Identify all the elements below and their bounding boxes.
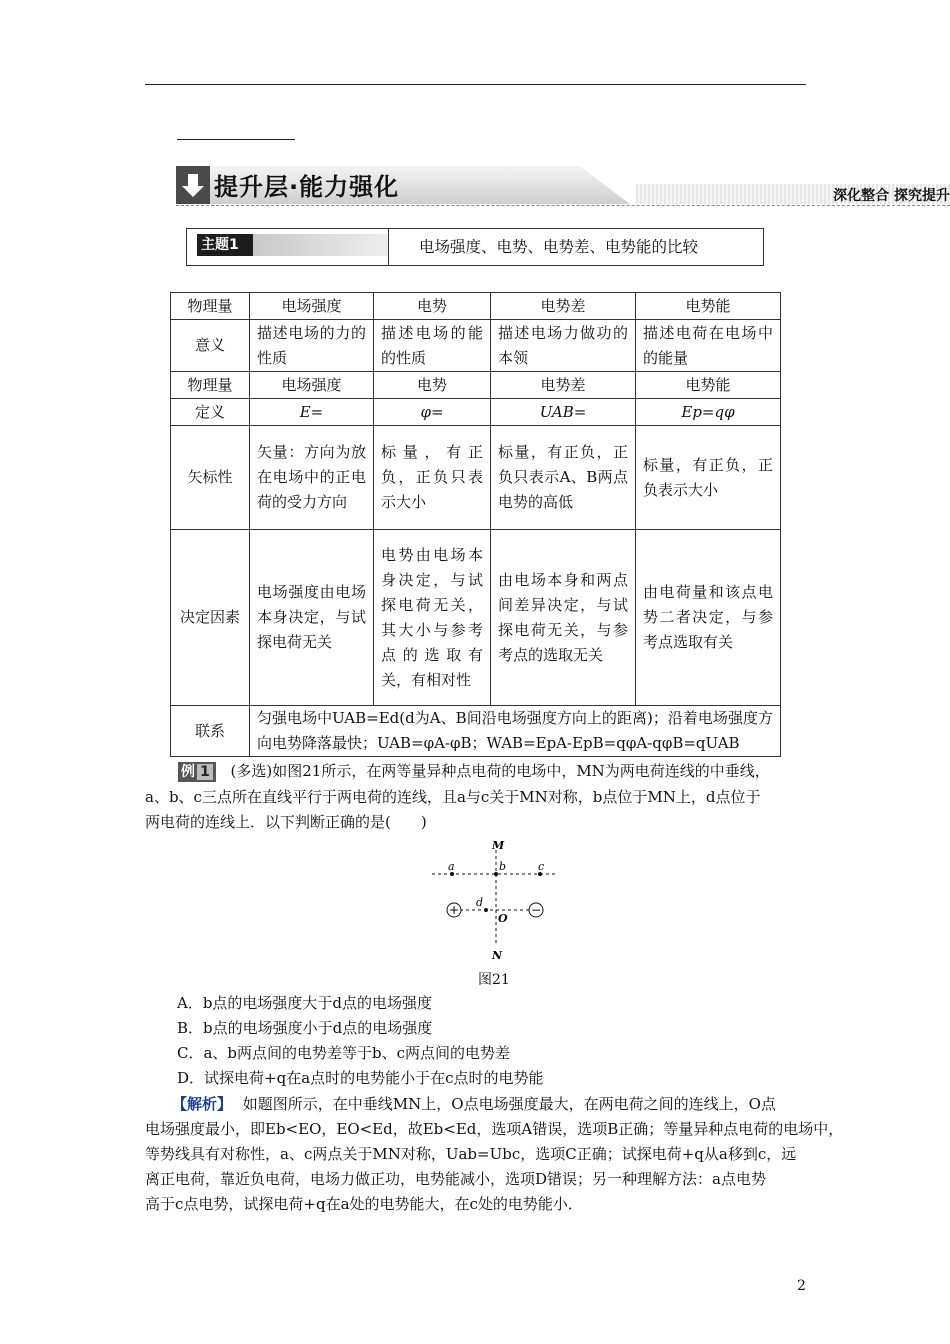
table-cell: 决定因素 [171, 530, 250, 706]
analysis-label: 【解析】 [172, 1095, 233, 1113]
table-cell: φ= [374, 399, 491, 426]
table-cell: 电场强度 [250, 372, 374, 399]
down-arrow-icon [176, 166, 210, 204]
table-cell: 物理量 [171, 293, 250, 320]
table-row [171, 426, 781, 530]
banner-title: 提升层·能力强化 [214, 173, 400, 201]
figure-21 [430, 838, 560, 963]
analysis-line-3: 等势线具有对称性，a、c两点关于MN对称，Uab=Ubc，选项C正确；试探电荷+q从a移到c，远 [145, 1145, 797, 1163]
topic-divider [388, 229, 389, 265]
table-cell: 由电荷量和该点电势二者决定，与参考点选取有关 [636, 530, 781, 706]
table-row [171, 706, 781, 757]
table-cell: 电场强度 [250, 293, 374, 320]
table-cell: 由电场本身和两点间差异决定，与试探电荷无关，与参考点的选取无关 [491, 530, 636, 706]
table-cell: 电势能 [636, 372, 781, 399]
table-cell: 电势 [374, 293, 491, 320]
banner-subtitle: 深化整合 探究提升 [833, 188, 950, 204]
table-row [171, 372, 781, 399]
section-banner [176, 166, 950, 208]
topic-box [186, 228, 764, 266]
option-a: A．b点的电场强度大于d点的电场强度 [177, 994, 433, 1012]
table-row [171, 320, 781, 372]
topic-label: 主题1 [197, 234, 253, 256]
section-rule [177, 139, 295, 140]
table-row [171, 530, 781, 706]
label-O: O [498, 912, 508, 925]
label-M: M [492, 839, 505, 852]
option-c: C．a、b两点间的电势差等于b、c两点间的电势差 [177, 1044, 511, 1062]
page-number: 2 [797, 1278, 806, 1294]
analysis-line-5: 高于c点电势，试探电荷+q在a处的电势能大，在c处的电势能小． [145, 1195, 583, 1213]
table-cell: 匀强电场中UAB=Ed(d为A、B间沿电场强度方向上的距离)；沿着电场强度方向电势降落最快；UAB=φA-φB；WAB=EpA-EpB=qφA-qφB=qUAB [250, 706, 781, 757]
option-b: B．b点的电场强度小于d点的电场强度 [177, 1019, 433, 1037]
table-cell: Ep=qφ [636, 399, 781, 426]
table-cell: 电势由电场本身决定，与试探电荷无关，其大小与参考点的选取有关，有相对性 [374, 530, 491, 706]
analysis-line-4: 离正电荷，靠近负电荷，电场力做正功，电势能减小，选项D错误；另一种理解方法：a点电势 [145, 1170, 766, 1188]
table-row [171, 399, 781, 426]
plus-sign: + [448, 903, 460, 917]
topic-title: 电场强度、电势、电势差、电势能的比较 [419, 238, 699, 256]
table-cell: 标量，有正负，正负只表示A、B两点电势的高低 [491, 426, 636, 530]
example-line-2: a、b、c三点所在直线平行于两电荷的连线，且a与c关于MN对称，b点位于MN上，d点位于 [145, 788, 761, 806]
header-rule [145, 84, 806, 85]
minus-sign: − [530, 903, 542, 917]
table-cell: UAB= [491, 399, 636, 426]
example-tag: 例 1 [178, 762, 216, 782]
label-b: b [499, 860, 507, 873]
table-cell: 矢量：方向为放在电场中的正电荷的受力方向 [250, 426, 374, 530]
table-cell: 描述电场力做功的本领 [491, 320, 636, 372]
topic-shade [253, 234, 388, 256]
label-a: a [448, 860, 455, 873]
example-line-1: 例 1 (多选)如图21所示，在两等量异种点电荷的电场中，MN为两电荷连线的中垂线， [178, 759, 770, 784]
figure-caption: 图21 [478, 972, 510, 988]
table-cell: 定义 [171, 399, 250, 426]
table-cell: 电势差 [491, 293, 636, 320]
label-N: N [492, 949, 503, 962]
table-cell: E= [250, 399, 374, 426]
table-cell: 电势差 [491, 372, 636, 399]
table-row [171, 293, 781, 320]
option-d: D．试探电荷+q在a点时的电势能小于在c点时的电势能 [177, 1069, 544, 1087]
banner-baseline [176, 205, 950, 206]
table-cell: 标量，有正负，正负表示大小 [636, 426, 781, 530]
table-cell: 电场强度由电场本身决定，与试探电荷无关 [250, 530, 374, 706]
point-d [484, 908, 488, 912]
table-cell: 电势能 [636, 293, 781, 320]
point-b [494, 872, 498, 876]
analysis-line-1: 【解析】 如题图所示，在中垂线MN上，O点电场强度最大，在两电荷之间的连线上，O点 [172, 1095, 776, 1113]
example-line-3: 两电荷的连线上．以下判断正确的是( ) [145, 813, 427, 831]
table-cell: 电势 [374, 372, 491, 399]
table-cell: 联系 [171, 706, 250, 757]
comparison-table [170, 292, 781, 757]
table-cell: 标量，有正负，正负只表示大小 [374, 426, 491, 530]
table-cell: 矢标性 [171, 426, 250, 530]
label-c: c [538, 860, 545, 873]
table-cell: 描述电场的力的性质 [250, 320, 374, 372]
table-cell: 物理量 [171, 372, 250, 399]
label-d: d [476, 896, 484, 909]
table-cell: 描述电荷在电场中的能量 [636, 320, 781, 372]
table-cell: 描述电场的能的性质 [374, 320, 491, 372]
analysis-line-2: 电场强度最小，即Eb<EO，EO<Ed，故Eb<Ed，选项A错误，选项B正确；等量异种点电荷的电场中， [145, 1120, 844, 1138]
table-cell: 意义 [171, 320, 250, 372]
